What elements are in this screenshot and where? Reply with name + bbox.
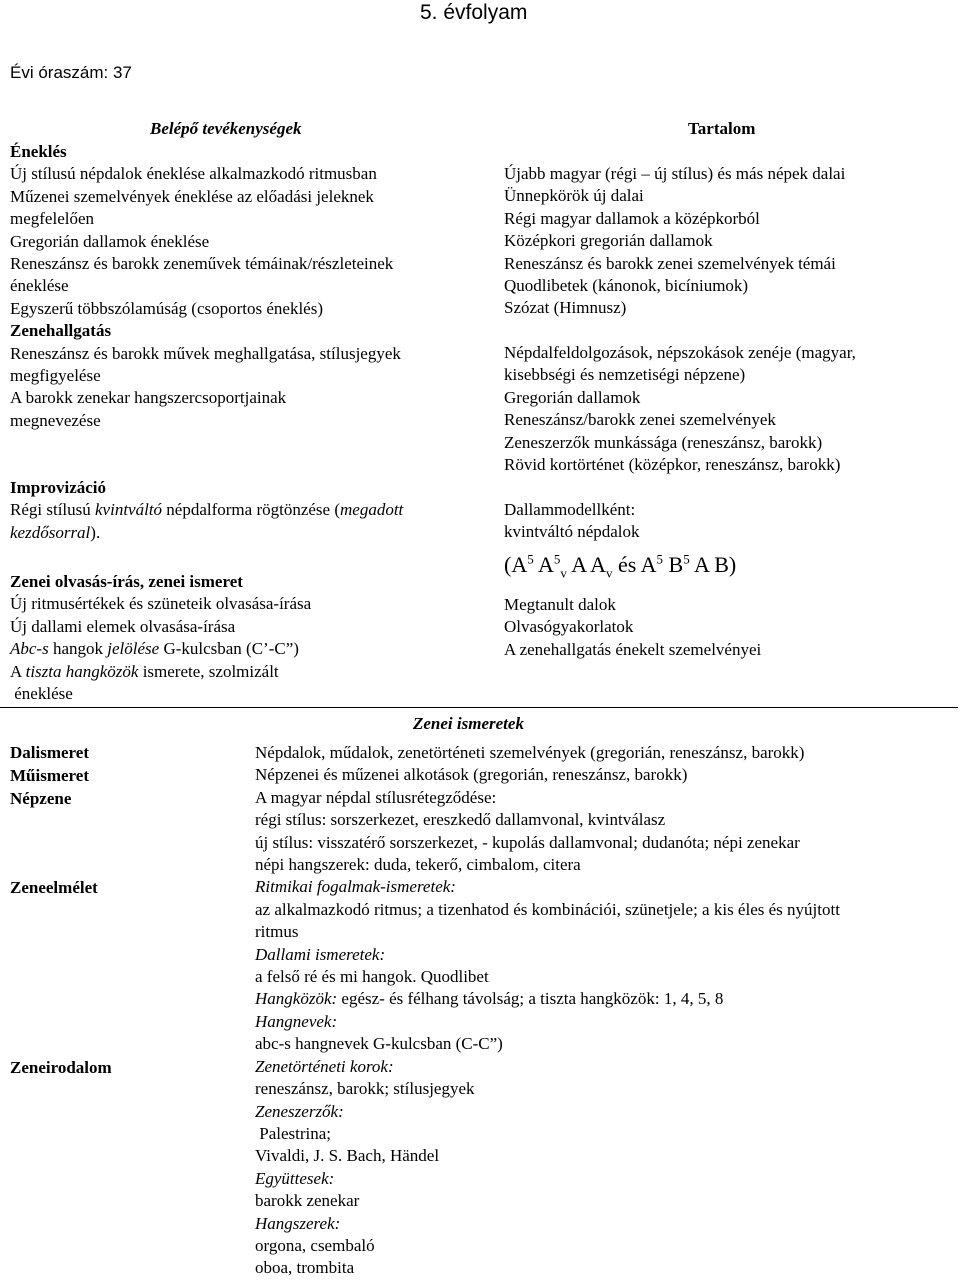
knowledge-subheading: Ritmikai fogalmak-ismeretek:: [255, 877, 456, 897]
formula-sup: 5: [656, 551, 664, 567]
content-line: Középkori gregorián dallamok: [504, 231, 713, 251]
section-title-listening: Zenehallgatás: [10, 321, 112, 341]
reading-line: [10, 661, 311, 683]
content-block-1: [504, 163, 845, 320]
left-column: [10, 141, 401, 432]
knowledge-subheading: Dallami ismeretek:: [255, 944, 386, 964]
content-block-4: [504, 594, 761, 661]
page-title: 5. évfolyam: [420, 1, 528, 24]
formula-part: (A: [504, 551, 528, 577]
content-line: Népdalfeldolgozások, népszokások zenéje (magyar,: [504, 343, 856, 362]
knowledge-line: népi hangszerek: duda, tekerő, cimbalom, citera: [255, 855, 581, 875]
reading-line: [10, 638, 311, 660]
knowledge-line: Vivaldi, J. S. Bach, Händel: [255, 1146, 440, 1166]
text-italic: kvintváltó: [95, 500, 163, 520]
text-italic: Hangközök:: [255, 989, 338, 1009]
section-title-improv: Improvizáció: [10, 478, 107, 497]
content-line: A zenehallgatás énekelt szemelvényei: [504, 639, 762, 659]
content-line: Ünnepkörök új dalai: [504, 186, 644, 206]
section-title-singing: Éneklés: [10, 142, 67, 161]
knowledge-line: A magyar népdal stílusrétegződése:: [255, 787, 497, 807]
knowledge-subheading: Együttesek:: [255, 1168, 335, 1188]
knowledge-column: [255, 742, 840, 1280]
text: A: [10, 661, 26, 681]
singing-line: Egyszerű többszólamúság (csoportos éneklés): [10, 298, 323, 318]
listening-line: A barokk zenekar hangszercsoportjainak: [10, 388, 287, 408]
label-zeneirodalom: Zeneirodalom: [10, 1058, 112, 1077]
text: G-kulcsban (C’-C”): [159, 639, 299, 659]
listening-line: megnevezése: [10, 410, 101, 430]
section-divider: [0, 707, 958, 708]
improv-line: [10, 499, 403, 521]
content-line: Szózat (Himnusz): [504, 298, 627, 318]
knowledge-line: a felső ré és mi hangok. Quodlibet: [255, 967, 489, 987]
formula-sup: 5: [553, 551, 561, 567]
improv-section: [10, 477, 403, 544]
label-nepzene: Népzene: [10, 789, 72, 808]
content-line: Olvasógyakorlatok: [504, 617, 634, 637]
knowledge-subheading: Hangszerek:: [255, 1213, 341, 1233]
text-italic: kezdősorral: [10, 522, 91, 542]
content-line: Zeneszerzők munkássága (reneszánsz, barokk): [504, 432, 823, 452]
improv-line: [10, 522, 403, 544]
content-line: Megtanult dalok: [504, 595, 616, 614]
text: ismerete, szolmizált: [138, 661, 279, 681]
content-block-3: [504, 499, 736, 582]
knowledge-line: oboa, trombita: [255, 1258, 355, 1278]
knowledge-line: reneszánsz, barokk; stílusjegyek: [255, 1079, 475, 1099]
formula-sup: 5: [683, 551, 690, 567]
text: népdalforma rögtönzése (: [162, 500, 340, 520]
formula-sub: v: [560, 565, 567, 581]
content-line: Quodlibetek (kánonok, bicíniumok): [504, 276, 749, 296]
reading-line: Új dallami elemek olvasása-írása: [10, 616, 236, 636]
right-column-heading: Tartalom: [688, 119, 756, 138]
formula-part: A: [533, 551, 554, 577]
formula-part: B: [663, 551, 684, 577]
formula-part: A A: [566, 551, 607, 577]
content-line: Újabb magyar (régi – új stílus) és más népek dalai: [504, 164, 846, 183]
reading-line: Új ritmusértékek és szüneteik olvasása-írása: [10, 594, 312, 614]
text: hangok: [48, 639, 108, 659]
content-line: Reneszánsz/barokk zenei szemelvények: [504, 410, 776, 430]
text-italic: tiszta hangközök: [25, 661, 139, 681]
content-line: Rövid kortörténet (középkor, reneszánsz, barokk): [504, 455, 841, 475]
knowledge-line: Népzenei és műzenei alkotások (gregorián, reneszánsz, barokk): [255, 765, 688, 785]
knowledge-line: ritmus: [255, 922, 299, 942]
content-line: kvintváltó népdalok: [504, 522, 640, 542]
bottom-section-title: Zenei ismeretek: [413, 714, 524, 733]
melody-formula: [504, 544, 736, 582]
knowledge-subheading: Zeneszerzők:: [255, 1101, 344, 1121]
content-line: kisebbségi és nemzetiségi népzene): [504, 365, 746, 385]
label-muismeret: Műismeret: [10, 766, 89, 785]
knowledge-line: orgona, csembaló: [255, 1235, 375, 1255]
text-italic: Abc-s: [10, 639, 49, 659]
annual-hours: Évi óraszám: 37: [10, 63, 132, 82]
knowledge-line: barokk zenekar: [255, 1191, 360, 1211]
knowledge-line: régi stílus: sorszerkezet, ereszkedő dallamvonal, kvintválasz: [255, 810, 666, 830]
listening-line: Reneszánsz és barokk művek meghallgatása, stílusjegyek: [10, 343, 401, 363]
knowledge-line: az alkalmazkodó ritmus; a tizenhatod és kombinációi, szünetjele; a kis éles és nyújtott: [255, 899, 840, 919]
section-title-reading: Zenei olvasás-írás, zenei ismeret: [10, 572, 243, 591]
label-dalismeret: Dalismeret: [10, 743, 89, 762]
content-line: Dallammodellként:: [504, 500, 636, 519]
formula-part: és A: [612, 551, 657, 577]
content-line: Reneszánsz és barokk zenei szemelvények témái: [504, 253, 836, 273]
text: Régi stílusú: [10, 500, 96, 520]
singing-line: Reneszánsz és barokk zeneművek témáinak/részleteinek: [10, 254, 394, 274]
formula-sub: v: [606, 565, 613, 581]
knowledge-line: új stílus: visszatérő sorszerkezet, - kupolás dallamvonal; dudanóta; népi zenekar: [255, 832, 800, 852]
formula-sup: 5: [527, 551, 534, 567]
knowledge-line: [255, 988, 840, 1010]
content-block-2: [504, 342, 856, 476]
knowledge-line: abc-s hangnevek G-kulcsban (C-C”): [255, 1034, 503, 1054]
listening-line: megfigyelése: [10, 366, 101, 386]
knowledge-subheading: Hangnevek:: [255, 1011, 338, 1031]
label-zeneelmelet: Zeneelmélet: [10, 878, 98, 897]
singing-line: Műzenei szemelvények éneklése az előadási jeleknek: [10, 186, 374, 206]
knowledge-line: Palestrina;: [255, 1123, 332, 1143]
singing-line: megfelelően: [10, 209, 95, 229]
text-italic: jelölése: [107, 639, 160, 659]
singing-line: éneklése: [10, 276, 69, 296]
reading-section: [10, 571, 311, 705]
knowledge-line: Népdalok, műdalok, zenetörténeti szemelvények (gregorián, reneszánsz, barokk): [255, 743, 805, 762]
content-line: Régi magyar dallamok a középkorból: [504, 208, 760, 228]
left-column-heading: Belépő tevékenységek: [150, 119, 302, 138]
text: ).: [90, 522, 101, 542]
text: egész- és félhang távolság; a tiszta hangközök: 1, 4, 5, 8: [337, 989, 724, 1009]
formula-part: A B): [689, 551, 737, 577]
content-line: Gregorián dallamok: [504, 387, 641, 407]
singing-line: Gregorián dallamok éneklése: [10, 231, 210, 251]
knowledge-subheading: Zenetörténeti korok:: [255, 1056, 394, 1076]
text-italic: megadott: [340, 500, 404, 520]
reading-line: éneklése: [10, 684, 73, 704]
singing-line: Új stílusú népdalok éneklése alkalmazkodó ritmusban: [10, 164, 377, 184]
